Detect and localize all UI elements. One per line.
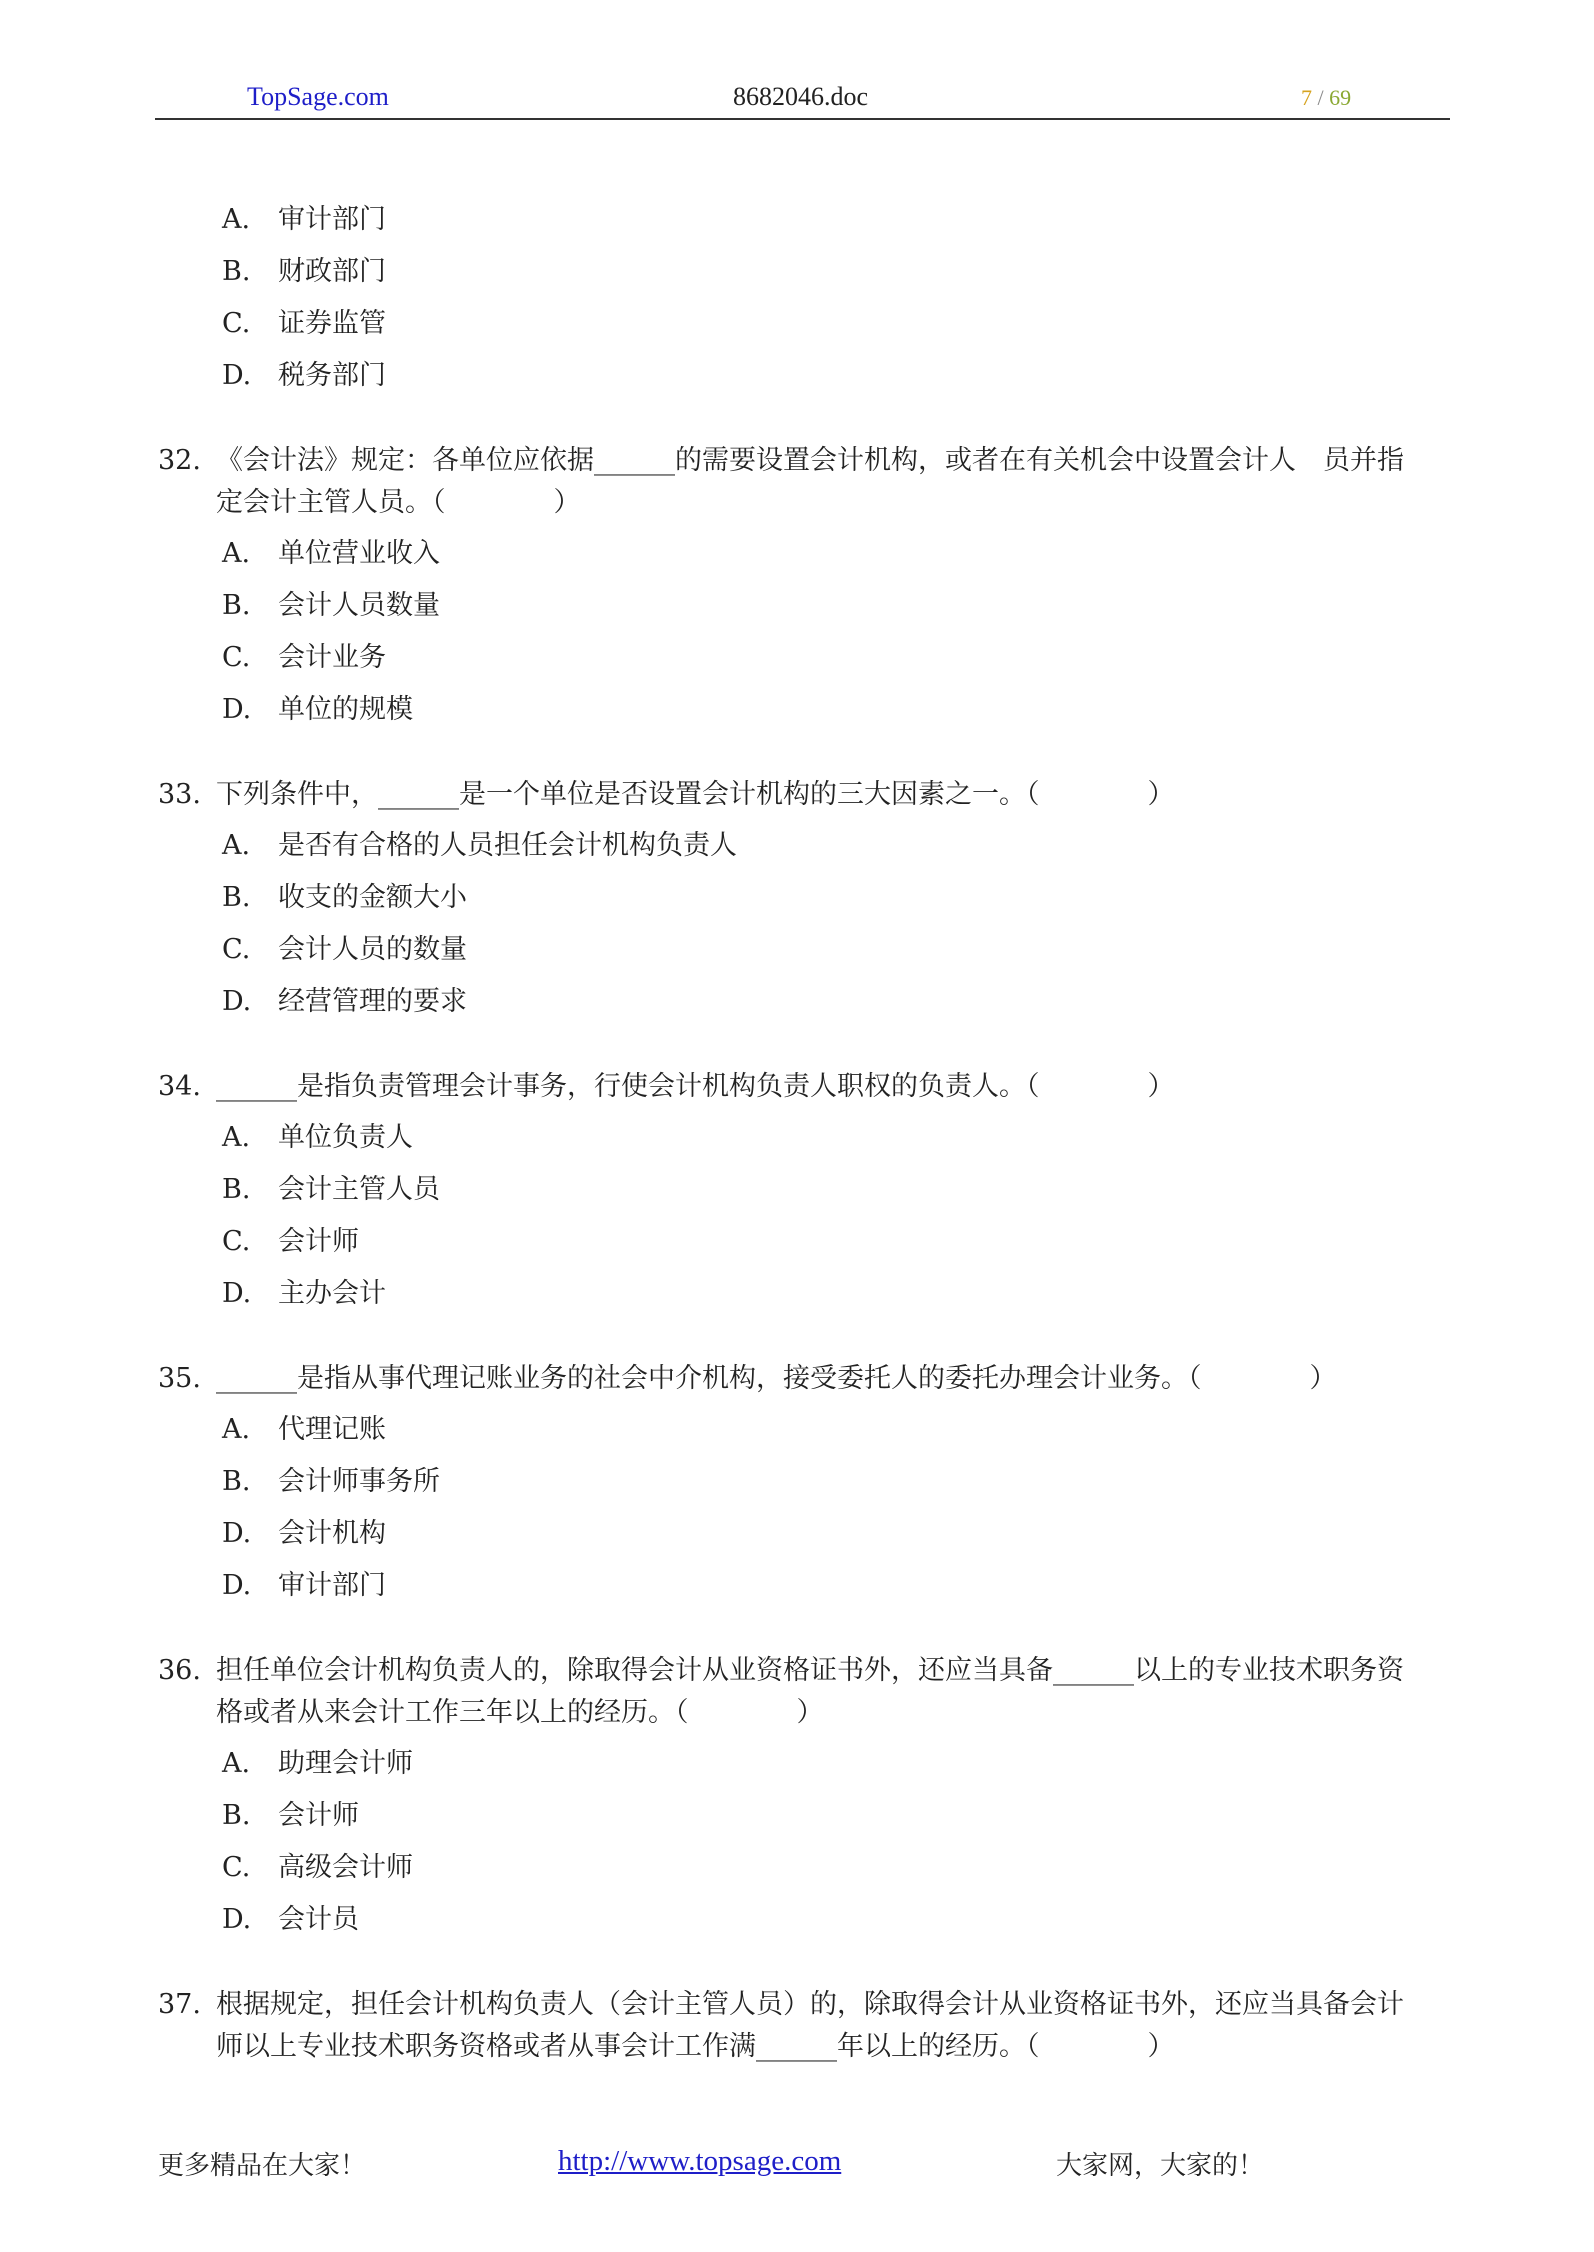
option-item	[222, 1464, 440, 1500]
question-text: 根据规定，担任会计机构负责人（会计主管人员）的，除取得会计从业资格证书外，还应当具备会计师以上专业技术职务资格或者从事会计工作满______年以上的经历。（ ）	[216, 1989, 1404, 2062]
option-text: 助理会计师	[278, 1748, 413, 1779]
option-item	[222, 640, 386, 676]
option-item	[222, 358, 386, 394]
option-text: 会计员	[278, 1904, 359, 1935]
option-item	[222, 1516, 386, 1552]
question-32	[158, 440, 1428, 524]
option-item	[222, 692, 413, 728]
option-letter: C.	[222, 642, 251, 673]
option-text: 会计机构	[278, 1518, 386, 1549]
option-letter: D.	[222, 1518, 252, 1549]
option-letter: B.	[222, 590, 251, 621]
option-letter: D.	[222, 694, 252, 725]
question-34	[158, 1066, 1428, 1108]
page-total: 69	[1329, 85, 1352, 110]
option-item	[222, 1224, 359, 1260]
question-33	[158, 774, 1428, 816]
option-text: 税务部门	[278, 360, 386, 391]
option-item	[222, 1120, 413, 1156]
option-letter: D.	[222, 1278, 252, 1309]
question-number: 37.	[158, 1989, 201, 2020]
option-item	[222, 1850, 413, 1886]
page-header	[155, 82, 1450, 120]
option-letter: A.	[222, 830, 251, 861]
question-number: 36.	[158, 1655, 201, 1686]
option-text: 财政部门	[278, 256, 386, 287]
option-text: 会计主管人员	[278, 1174, 440, 1205]
option-letter: C.	[222, 1852, 251, 1883]
option-letter: B.	[222, 1174, 251, 1205]
option-text: 单位的规模	[278, 694, 413, 725]
option-letter: D.	[222, 360, 252, 391]
option-letter: A.	[222, 1414, 251, 1445]
option-text: 是否有合格的人员担任会计机构负责人	[278, 830, 737, 861]
option-item	[222, 1746, 413, 1782]
option-text: 单位负责人	[278, 1122, 413, 1153]
option-item	[222, 984, 467, 1020]
option-item	[222, 588, 440, 624]
option-text: 高级会计师	[278, 1852, 413, 1883]
question-37	[158, 1984, 1428, 2068]
question-number: 33.	[158, 779, 201, 810]
option-letter: D.	[222, 1570, 252, 1601]
option-text: 审计部门	[278, 204, 386, 235]
option-item	[222, 1798, 359, 1834]
option-item	[222, 1276, 386, 1312]
option-letter: D.	[222, 986, 252, 1017]
question-number: 34.	[158, 1071, 201, 1102]
option-letter: A.	[222, 538, 251, 569]
question-number: 32.	[158, 445, 201, 476]
option-text: 单位营业收入	[278, 538, 440, 569]
option-item	[222, 536, 440, 572]
option-text: 代理记账	[278, 1414, 386, 1445]
document-filename: 8682046.doc	[733, 82, 869, 111]
option-item	[222, 1172, 440, 1208]
option-letter: A.	[222, 1748, 251, 1779]
option-text: 会计师	[278, 1800, 359, 1831]
option-letter: A.	[222, 1122, 251, 1153]
option-text: 经营管理的要求	[278, 986, 467, 1017]
question-text: ______是指从事代理记账业务的社会中介机构，接受委托人的委托办理会计业务。（ ）	[216, 1363, 1337, 1394]
option-letter: C.	[222, 934, 251, 965]
question-text: 担任单位会计机构负责人的，除取得会计从业资格证书外，还应当具备______以上的专业技术职务资格或者从来会计工作三年以上的经历。（ ）	[216, 1655, 1404, 1728]
option-item	[222, 932, 467, 968]
option-letter: B.	[222, 1800, 251, 1831]
option-letter: B.	[222, 1466, 251, 1497]
option-item	[222, 828, 737, 864]
option-text: 会计人员数量	[278, 590, 440, 621]
option-item	[222, 202, 386, 238]
page-counter	[1301, 85, 1351, 111]
option-letter: A.	[222, 204, 251, 235]
option-letter: C.	[222, 308, 251, 339]
option-item	[222, 1568, 386, 1604]
option-text: 会计业务	[278, 642, 386, 673]
page-separator: /	[1312, 85, 1330, 110]
question-text: ______是指负责管理会计事务，行使会计机构负责人职权的负责人。（ ）	[216, 1071, 1175, 1102]
page-footer	[158, 2145, 1448, 2185]
option-item	[222, 880, 467, 916]
question-text: 《会计法》规定：各单位应依据______的需要设置会计机构，或者在有关机会中设置会计人 员并指定会计主管人员。（ ）	[216, 445, 1404, 518]
option-letter: B.	[222, 882, 251, 913]
option-letter: B.	[222, 256, 251, 287]
question-35	[158, 1358, 1428, 1400]
option-text: 主办会计	[278, 1278, 386, 1309]
option-text: 收支的金额大小	[278, 882, 467, 913]
option-item	[222, 254, 386, 290]
footer-website-link[interactable]: http://www.topsage.com	[558, 2145, 842, 2177]
footer-tagline: 更多精品在大家！	[158, 2151, 367, 2181]
option-item	[222, 306, 386, 342]
option-letter: C.	[222, 1226, 251, 1257]
option-letter: D.	[222, 1904, 252, 1935]
question-text: 下列条件中，______是一个单位是否设置会计机构的三大因素之一。（ ）	[216, 779, 1175, 810]
option-item	[222, 1902, 359, 1938]
site-name: TopSage.com	[247, 82, 389, 111]
footer-slogan: 大家网，大家的！	[1056, 2151, 1265, 2181]
option-text: 会计人员的数量	[278, 934, 467, 965]
option-item	[222, 1412, 386, 1448]
option-text: 审计部门	[278, 1570, 386, 1601]
question-number: 35.	[158, 1363, 201, 1394]
page-current: 7	[1301, 85, 1312, 110]
option-text: 会计师	[278, 1226, 359, 1257]
option-text: 证券监管	[278, 308, 386, 339]
option-text: 会计师事务所	[278, 1466, 440, 1497]
question-36	[158, 1650, 1428, 1734]
